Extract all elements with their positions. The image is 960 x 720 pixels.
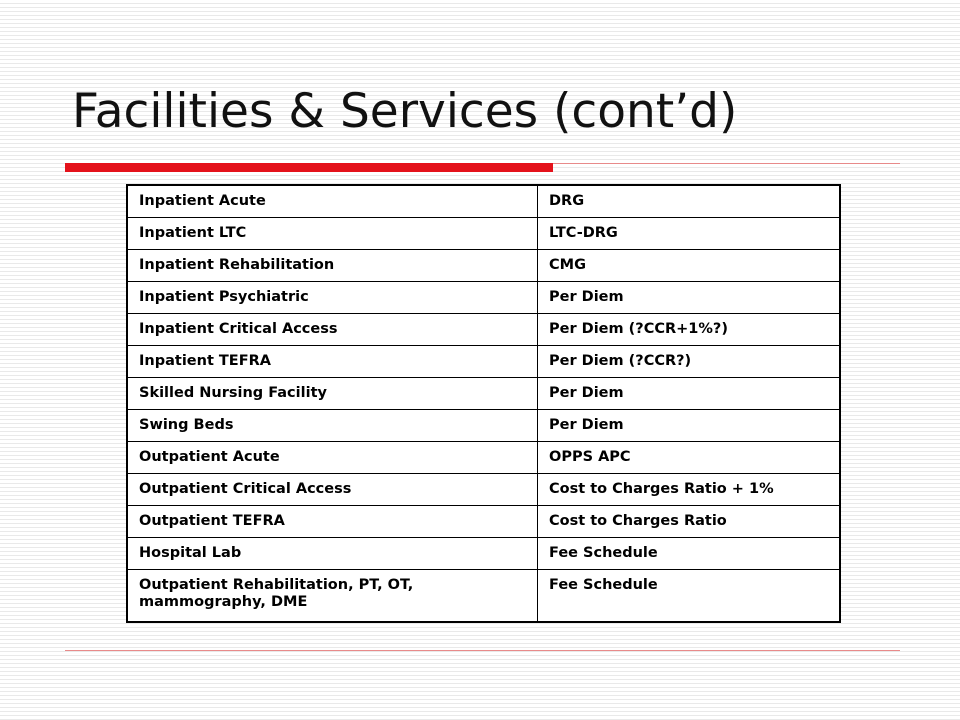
table-row (128, 378, 839, 410)
table-row (128, 442, 839, 474)
facility-cell: Inpatient Rehabilitation (128, 250, 538, 282)
payment-method-cell: Fee Schedule (549, 577, 658, 593)
payment-methods-table (126, 184, 841, 623)
facility-cell: Skilled Nursing Facility (128, 378, 538, 410)
payment-method-cell: Cost to Charges Ratio + 1% (538, 474, 840, 506)
payment-method-cell: Fee Schedule (538, 538, 840, 570)
payment-method-cell: Per Diem (?CCR?) (538, 346, 840, 378)
table-row (128, 186, 839, 218)
payment-method-cell: Per Diem (538, 282, 840, 314)
rates-table (128, 186, 839, 621)
payment-method-cell: Per Diem (?CCR+1%?) (538, 314, 840, 346)
payment-method-cell: Per Diem (538, 378, 840, 410)
title-accent-bar (65, 163, 553, 172)
facility-cell: Swing Beds (128, 410, 538, 442)
facility-cell: Hospital Lab (128, 538, 538, 570)
table-row (128, 474, 839, 506)
footer-divider-line (65, 650, 900, 651)
payment-method-cell: OPPS APC (538, 442, 840, 474)
table-row (128, 538, 839, 570)
table-row (128, 346, 839, 378)
payment-method-cell: Per Diem (538, 410, 840, 442)
facility-cell: Inpatient Critical Access (128, 314, 538, 346)
slide-title: Facilities & Services (cont’d) (72, 84, 738, 139)
payment-method-cell: CMG (538, 250, 840, 282)
facility-cell: Outpatient Acute (128, 442, 538, 474)
facility-cell: Inpatient Psychiatric (128, 282, 538, 314)
payment-method-cell: Cost to Charges Ratio (538, 506, 840, 538)
table-row (128, 314, 839, 346)
payment-method-cell: LTC-DRG (538, 218, 840, 250)
facility-cell: Outpatient Critical Access (128, 474, 538, 506)
table-row (128, 506, 839, 538)
table-row (128, 410, 839, 442)
table-row (128, 218, 839, 250)
facility-cell: Inpatient Acute (128, 186, 538, 218)
facility-cell: Inpatient TEFRA (128, 346, 538, 378)
table-row (128, 250, 839, 282)
facility-cell: Outpatient TEFRA (128, 506, 538, 538)
table-row (128, 282, 839, 314)
title-divider-line (553, 163, 900, 164)
payment-method-cell: DRG (538, 186, 840, 218)
facility-cell: Inpatient LTC (128, 218, 538, 250)
facility-cell: Outpatient Rehabilitation, PT, OT, mammography, DME (128, 570, 538, 622)
table-row (128, 570, 839, 622)
